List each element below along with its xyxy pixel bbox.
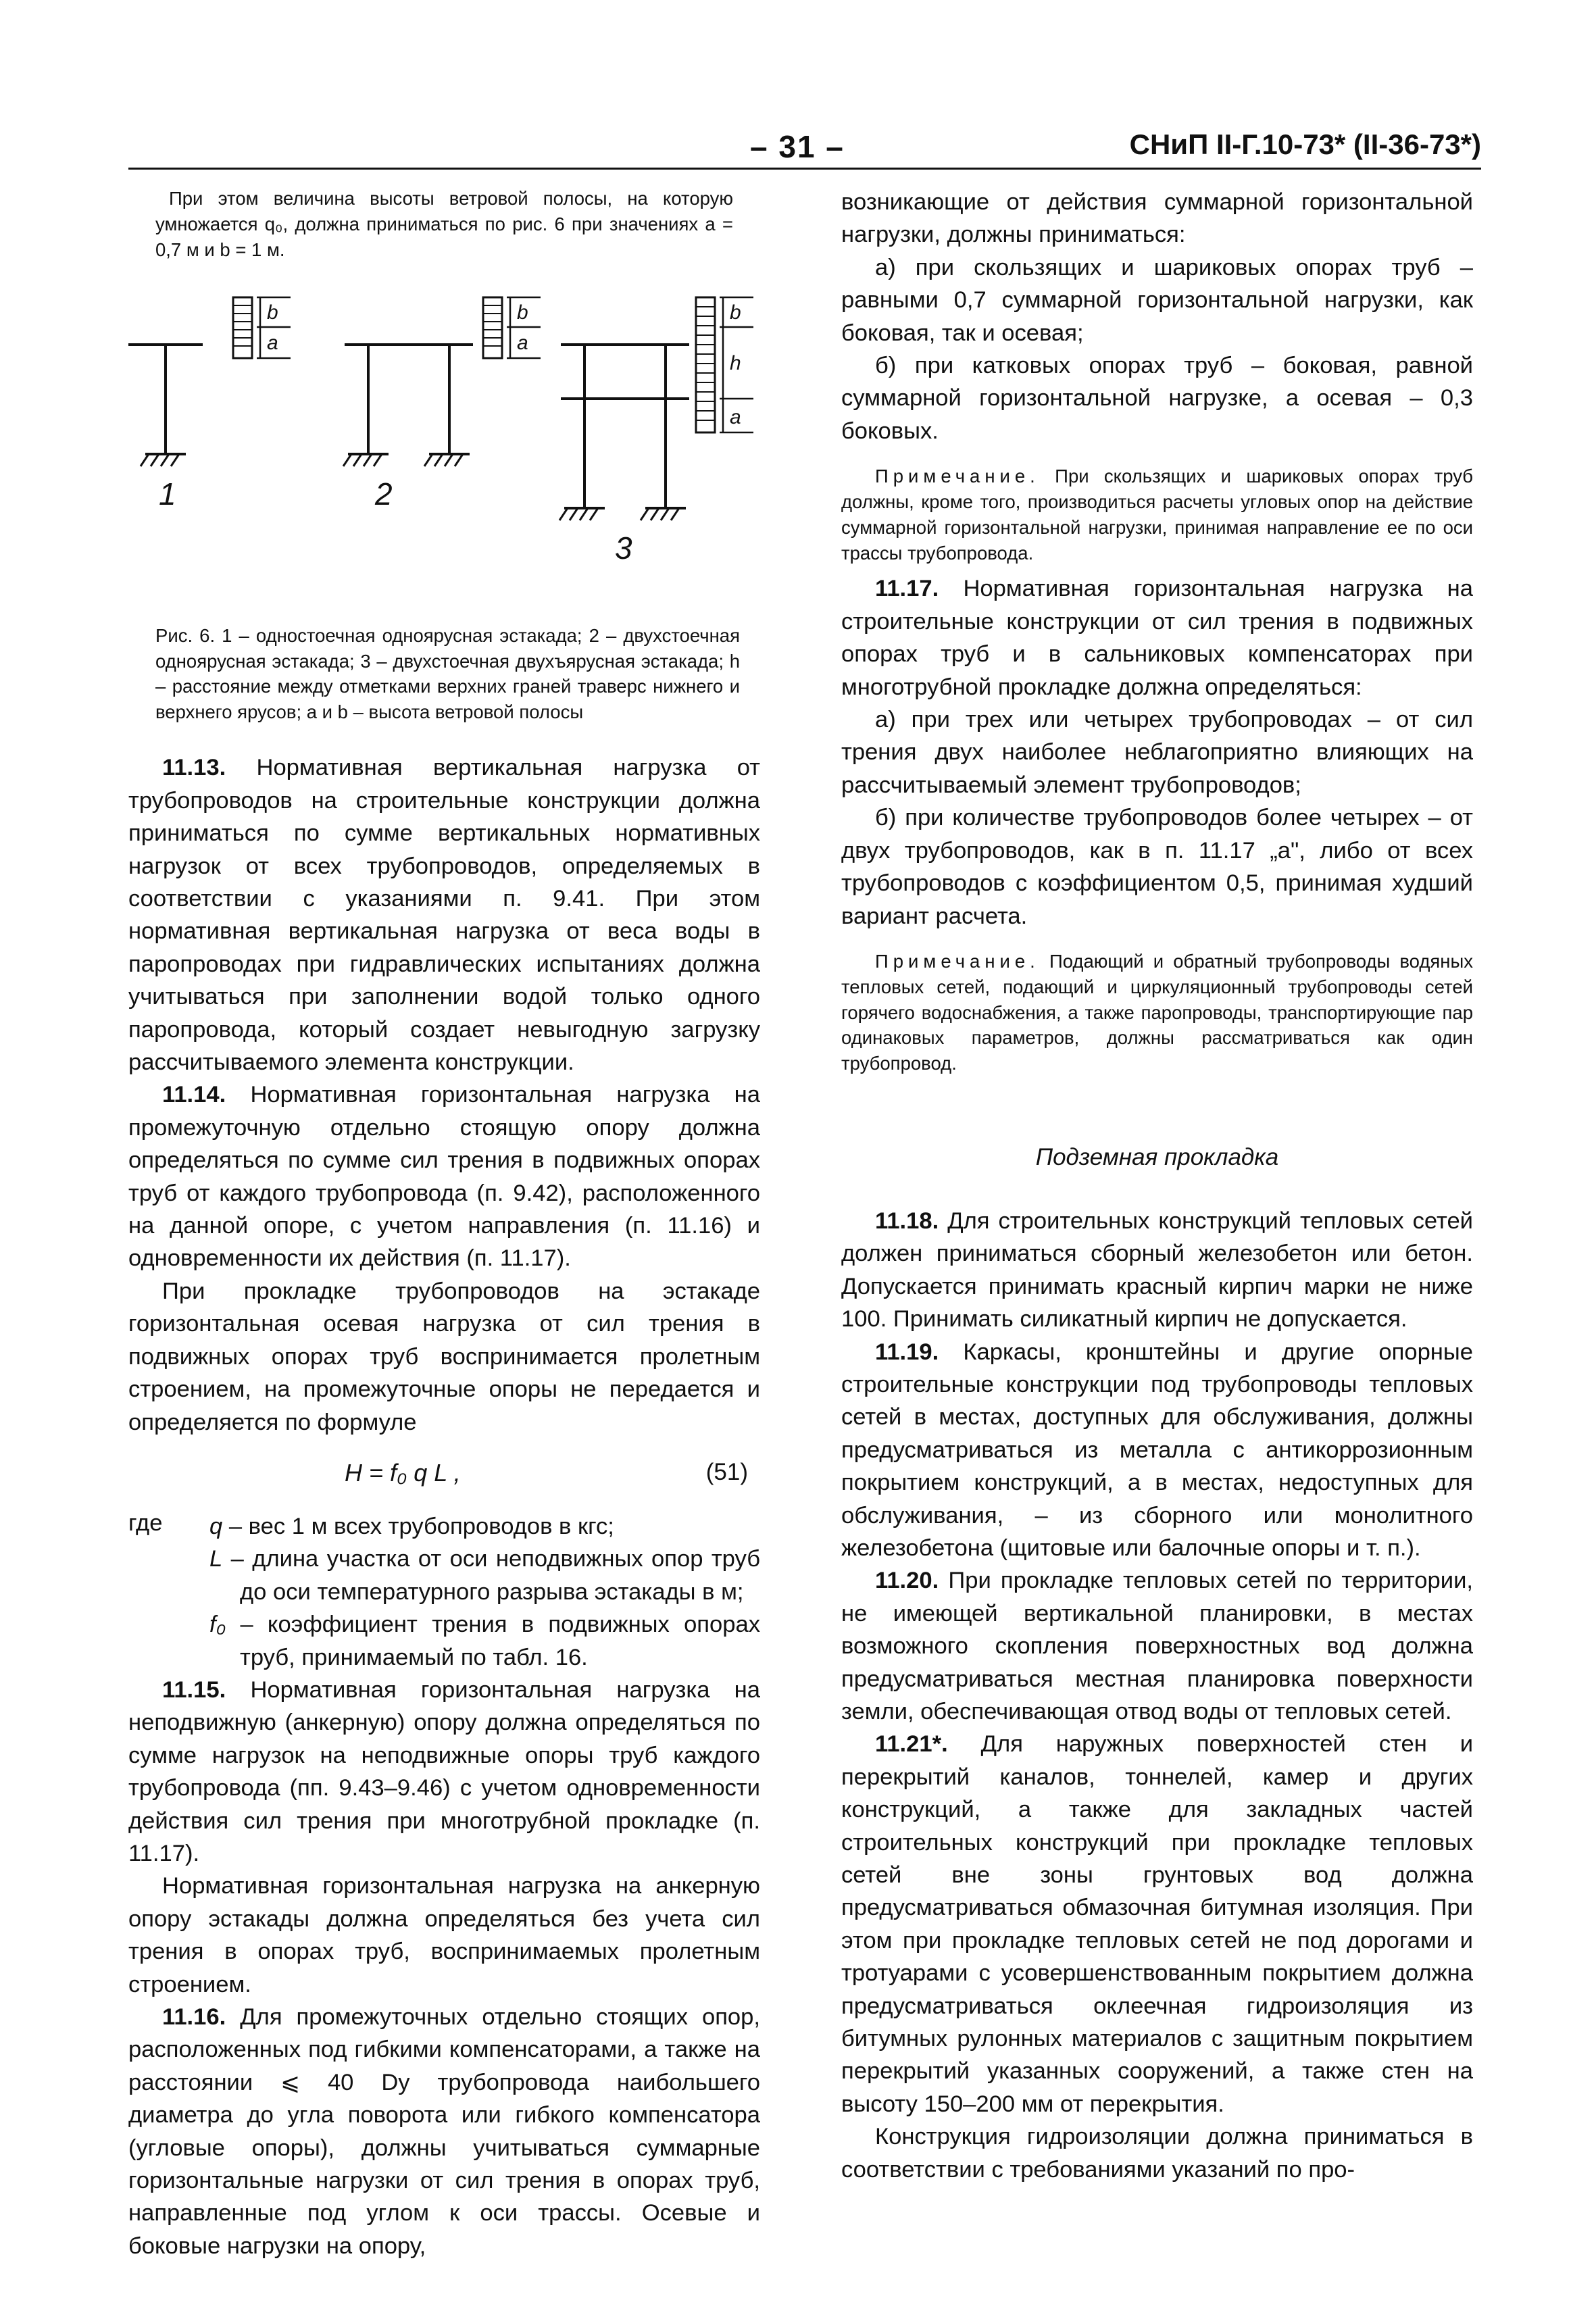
symbol-L: L (209, 1546, 223, 1572)
note-text: При скользящих и шариковых опорах труб должны, кроме того, производиться расчеты угловых опор на действие суммарной горизонтальной нагрузки, принимая направление ее по оси трассы трубопровода. (841, 466, 1474, 564)
list-item-a2: а) при трех или четырех трубопроводах – от сил трения двух наиболее неблагоприятно влияющих на рассчитываемый элемент трубопроводов; (841, 707, 1473, 798)
equation-number: (51) (705, 1458, 748, 1485)
where-label: где (128, 1510, 163, 1536)
list-item-b: б) при катковых опорах труб – боковая, равной суммарной горизонтальной нагрузке, а осевая – 0,3 боковых. (841, 353, 1473, 444)
clause-text: Каркасы, кронштейны и другие опорные строительные конструкции под трубопроводы тепловых сетей в местах, доступных для обслуживания, должны предусматриваться из металла с антикоррозионным покрытием конструкций, а в местах, недоступных для обслуживания, – из сборного или монолитного железобетона (щитовые или балочные опоры и т. п.). (841, 1339, 1473, 1561)
document-code: СНиП II-Г.10-73* (II-36-73*) (1129, 128, 1481, 160)
dim-h-label: h (730, 352, 741, 375)
clause-text: Для строительных конструкций тепловых сетей должен приниматься сборный железобетон или бетон. Допускается принимать красный кирпич марки не ниже 100. Принимать силикатный кирпич не допускается. (841, 1208, 1473, 1333)
clause-number: 11.15. (162, 1676, 226, 1703)
symbol-q: q (209, 1513, 223, 1539)
paragraph-11-20 (841, 1564, 1473, 1728)
clause-text: Нормативная вертикальная нагрузка от трубопроводов на строительные конструкции должна приниматься по сумме вертикальных нормативных нагрузок от всех трубопроводов, определяемых в соответствии с указаниями п. 9.41. При этом нормативная вертикальная нагрузка от веса воды в паропроводах при гидравлических испытаниях должна учитываться при заполнении водой только одного паропровода, который создает невыгодную загрузку рассчитываемого элемента конструкции. (128, 755, 760, 1076)
definition-f0 (209, 1608, 760, 1674)
list-item-b2: б) при количестве трубопроводов более четырех – от двух трубопроводов, как в п. 11.17 „а", либо от всех трубопроводов с коэффициентом 0,5, принимая худший вариант расчета. (841, 805, 1473, 929)
dim-a-label-3: a (730, 406, 741, 429)
paragraph-11-16 (128, 2001, 760, 2262)
figure-label-2: 2 (375, 476, 393, 512)
note-text: Подающий и обратный трубопроводы водяных тепловых сетей, подающий и циркуляционный трубопроводы сетей горячего водоснабжения, а также паропроводы, транспортирующие пар одинаковых параметров, должны рассматриваться как один трубопровод. (841, 950, 1474, 1074)
figure-caption: Рис. 6. 1 – одностоечная одноярусная эстакада; 2 – двухстоечная одноярусная эстакада; 3 – двухстоечная двухъярусная эстакада; h – расстояние между отметками верхних граней траверс нижнего и верхнего ярусов; a и b – высота ветровой полосы (155, 625, 740, 722)
dim-b-label-3: b (730, 301, 741, 324)
paragraph-11-13 (128, 751, 760, 1078)
clause-text: Нормативная горизонтальная нагрузка на промежуточную отдельно стоящую опору должна определяться по сумме сил трения в подвижных опорах труб от каждого трубопровода (п. 9.42), расположенного на данной опоре, с учетом направления (п. 11.16) и одновременности их действия (п. 11.17). (128, 1082, 760, 1272)
clause-number: 11.20. (875, 1568, 939, 1594)
clause-number: 11.16. (162, 2004, 226, 2031)
figure-6 (128, 272, 760, 616)
symbol-f0: f₀ (209, 1612, 226, 1638)
clause-number: 11.13. (162, 755, 226, 781)
clause-number: 11.14. (162, 1082, 226, 1108)
note-label: Примечание. (875, 950, 1040, 972)
note-1 (841, 464, 1473, 566)
paragraph-11-19 (841, 1336, 1473, 1565)
definition-f0-text: – коэффициент трения в подвижных опорах труб, принимаемый по табл. 16. (240, 1612, 760, 1670)
dim-b-label-1: b (267, 301, 278, 324)
paragraph-11-15 (128, 1674, 760, 1870)
clause-number: 11.21*. (875, 1731, 948, 1758)
clause-text: Для промежуточных отдельно стоящих опор, расположенных под гибкими компенсаторами, а также на расстоянии ⩽ 40 Dу трубопровода наибольшего диаметра до угла поворота или гибкого компенсатора (угловые опоры), должны учитываться суммарные горизонтальные нагрузки от сил трения в опорах труб, направленные под углом к оси трассы. Осевые и боковые нагрузки на опору, (128, 2004, 761, 2259)
dim-a-label-2: a (517, 332, 528, 355)
formula-51: H = f₀ q L , (345, 1458, 461, 1487)
clause-text: Нормативная горизонтальная нагрузка на неподвижную (анкерную) опору должна определяться по сумме нагрузок на неподвижные опоры труб каждого трубопровода (пп. 9.43–9.46) с учетом одновременности действия сил трения при многотрубной прокладке (п. 11.17). (128, 1676, 760, 1866)
paragraph-11-21 (841, 1728, 1473, 2120)
paragraph-estakada: При прокладке трубопроводов на эстакаде горизонтальная осевая нагрузка от сил трения в подвижных опорах труб воспринимается пролетным строением, на промежуточные опоры не передается и определяется по формуле (128, 1278, 760, 1435)
paragraph-11-17 (841, 572, 1473, 703)
paragraph-11-18 (841, 1205, 1473, 1336)
continuation-paragraph: возникающие от действия суммарной горизонтальной нагрузки, должны приниматься: (841, 189, 1473, 248)
formula-row (128, 1459, 760, 1501)
header-rule (128, 168, 1481, 170)
right-column (841, 186, 1473, 2186)
page-header (128, 128, 1481, 169)
list-item-a: а) при скользящих и шариковых опорах труб – равными 0,7 суммарной горизонтальной нагрузки, как боковая, так и осевая; (841, 254, 1473, 346)
clause-number: 11.18. (875, 1208, 939, 1234)
trestle-diagram (128, 272, 760, 616)
clause-text: Нормативная горизонтальная нагрузка на строительные конструкции от сил трения в подвижных опорах труб и в сальниковых компенсаторах при многотрубной прокладке должна определяться: (841, 576, 1473, 700)
definition-q (209, 1510, 760, 1543)
clause-text: При прокладке тепловых сетей по территории, не имеющей вертикальной планировки, в местах возможного скопления поверхностных вод должна предусматриваться местная планировка поверхности земли, обеспечивающая отвод воды от тепловых сетей. (841, 1568, 1473, 1724)
clause-text: Для наружных поверхностей стен и перекрытий каналов, тоннелей, камер и других конструкций, а также для закладных частей строительных конструкций при прокладке тепловых сетей вне зоны грунтовых вод должна предусматриваться обмазочная битумная изоляция. При этом при прокладке тепловых сетей не под дорогами и тротуарами с усовершенствованным покрытием должна предусматриваться оклеечная гидроизоляция из битумных рулонных материалов с защитным покрытием перекрытий указанных сооружений, а также стен на высоту 150–200 мм от перекрытия. (841, 1731, 1474, 2117)
paragraph-anker: Нормативная горизонтальная нагрузка на анкерную опору эстакады должна определяться без учета сил трения в опорах труб, воспринимаемых пролетным строением. (128, 1873, 760, 1997)
definition-L (209, 1543, 760, 1608)
note-label: Примечание. (875, 466, 1040, 487)
figure-label-1: 1 (159, 476, 176, 512)
clause-number: 11.17. (875, 576, 939, 602)
section-title: Подземная прокладка (1035, 1143, 1279, 1170)
note-2 (841, 949, 1473, 1076)
dim-a-label-1: a (267, 332, 278, 355)
page-number: – 31 – (750, 129, 845, 164)
clause-number: 11.19. (875, 1339, 939, 1365)
paragraph-11-14 (128, 1078, 760, 1274)
paragraph-last: Конструкция гидроизоляции должна приниматься в соответствии с требованиями указаний по про- (841, 2124, 1473, 2183)
figure-label-3: 3 (615, 530, 632, 566)
intro-note: При этом величина высоты ветровой полосы, на которую умножается q₀, должна приниматься по рис. 6 при значениях a = 0,7 м и b = 1 м. (155, 188, 733, 260)
definition-q-text: – вес 1 м всех трубопроводов в кгс; (228, 1513, 614, 1539)
definition-L-text: – длина участка от оси неподвижных опор труб до оси температурного разрыва эстакады в м; (230, 1546, 760, 1605)
variable-definitions (128, 1510, 760, 1674)
dim-b-label-2: b (517, 301, 528, 324)
left-column (128, 186, 760, 2262)
